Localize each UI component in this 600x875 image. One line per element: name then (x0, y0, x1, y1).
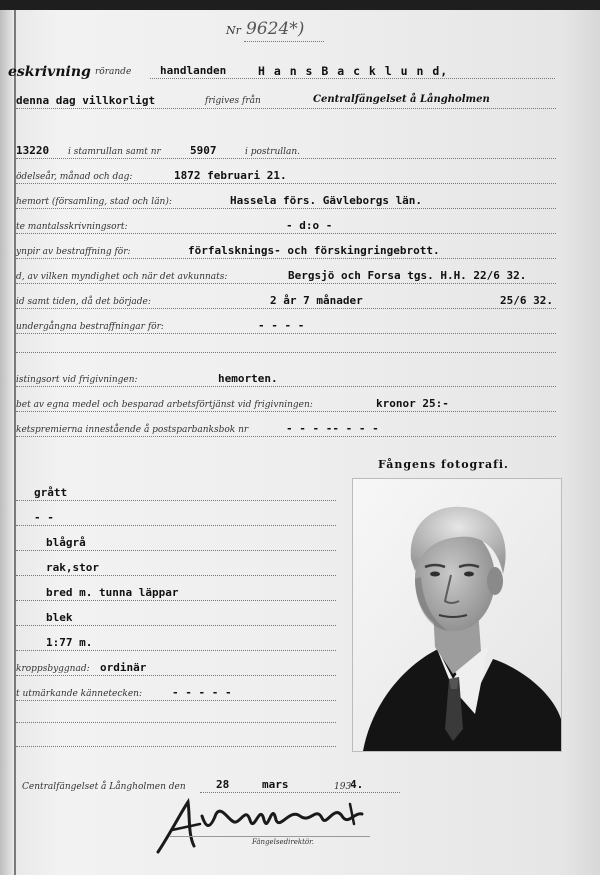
sentence-length: 2 år 7 månader (270, 294, 363, 307)
prisoner-portrait-image (353, 479, 561, 751)
scan-edge (0, 0, 600, 10)
height: 1:77 m. (46, 636, 93, 649)
hair-color: grått (34, 486, 68, 499)
mouth: bred m. tunna läppar (46, 586, 179, 599)
signature-label: Fängelsedirektör. (252, 838, 314, 846)
occupation: handlanden (160, 64, 227, 77)
release-label: frigives från (205, 96, 261, 106)
court-value: Bergsjö och Forsa tgs. H.H. 22/6 32. (288, 269, 527, 282)
photo-title: Fångens fotografi. (378, 458, 509, 471)
home-parish-value: Hassela förs. Gävleborgs län. (230, 194, 423, 207)
beard: - - (34, 511, 54, 524)
prisoner-name: H a n s B a c k l u n d, (258, 64, 449, 78)
bankbook-value: - - - -- - - - (286, 422, 379, 435)
number-prefix: Nr (226, 24, 241, 37)
release-year-suffix: 4. (350, 778, 364, 791)
release-day: 28 (216, 778, 230, 791)
release-statement: denna dag villkorligt (16, 94, 156, 107)
prisoner-release-document: Nr 9624*) eskrivning rörande handlanden H a n s B a c k l u n d, denna dag villkorligt frigives från Centralfängelset å Långholmen 13220 i stamrullan samt nr 5907 i postrullan. ödelseår, månad och dag: 1872 februari 21. hemort (församling, stad och län): Hassela förs. Gävleborgs län. te mantalsskrivningsort: - d:o - ynpir av bestraffning för: förfalsknings- och förskingringebrott. d, av vilken myndighet och när det avkunnats: Bergsjö och Forsa tgs. H.H. 22/6 32. id samt tiden, då det började: 2 år 7 månader 25/6 32. undergångna bestraffningar för: - - - - istingsort vid frigivningen: hemorten. bet av egna medel och besparad arbetsförtjänst vid frigivningen: kronor 25:- ketspremierna innestående å postsparbanksbok nr - - - -- - - - Fångens fotografi. grått - - blågrå rak,stor bred m. tunna läppar blek 1:77 m. kroppsbyggnad: ordinär t utmärkande kännetecken: - - - - - Centralfängelset å Långholmen den 28 mars 193 4. Fängelsedirektör. (0, 0, 600, 875)
stamrulla-number: 13220 (16, 144, 50, 157)
distinguishing-marks: - - - - - (172, 686, 232, 699)
intro-prefix: eskrivning (8, 64, 91, 80)
footer-place-label: Centralfängelset å Långholmen den (22, 782, 186, 792)
build: ordinär (100, 661, 147, 674)
sentence-start: 25/6 32. (500, 294, 553, 307)
release-month: mars (262, 778, 289, 791)
prisoner-photograph (352, 478, 562, 752)
nose: rak,stor (46, 561, 99, 574)
document-number: 9624*) (246, 19, 305, 39)
previous-punishments-value: - - - - (258, 319, 305, 332)
institution-name: Centralfängelset å Långholmen (313, 94, 490, 105)
savings-value: kronor 25:- (376, 397, 449, 410)
eye-color: blågrå (46, 536, 86, 549)
complexion: blek (46, 611, 73, 624)
release-year-prefix: 193 (334, 782, 352, 792)
destination-value: hemorten. (218, 372, 278, 385)
postrulla-number: 5907 (190, 144, 217, 157)
registration-value: - d:o - (286, 219, 333, 232)
crime-value: förfalsknings- och förskingringebrott. (188, 244, 440, 257)
intro-label: rörande (95, 67, 132, 77)
handwritten-signature (150, 794, 380, 856)
birth-date-value: 1872 februari 21. (174, 169, 287, 182)
